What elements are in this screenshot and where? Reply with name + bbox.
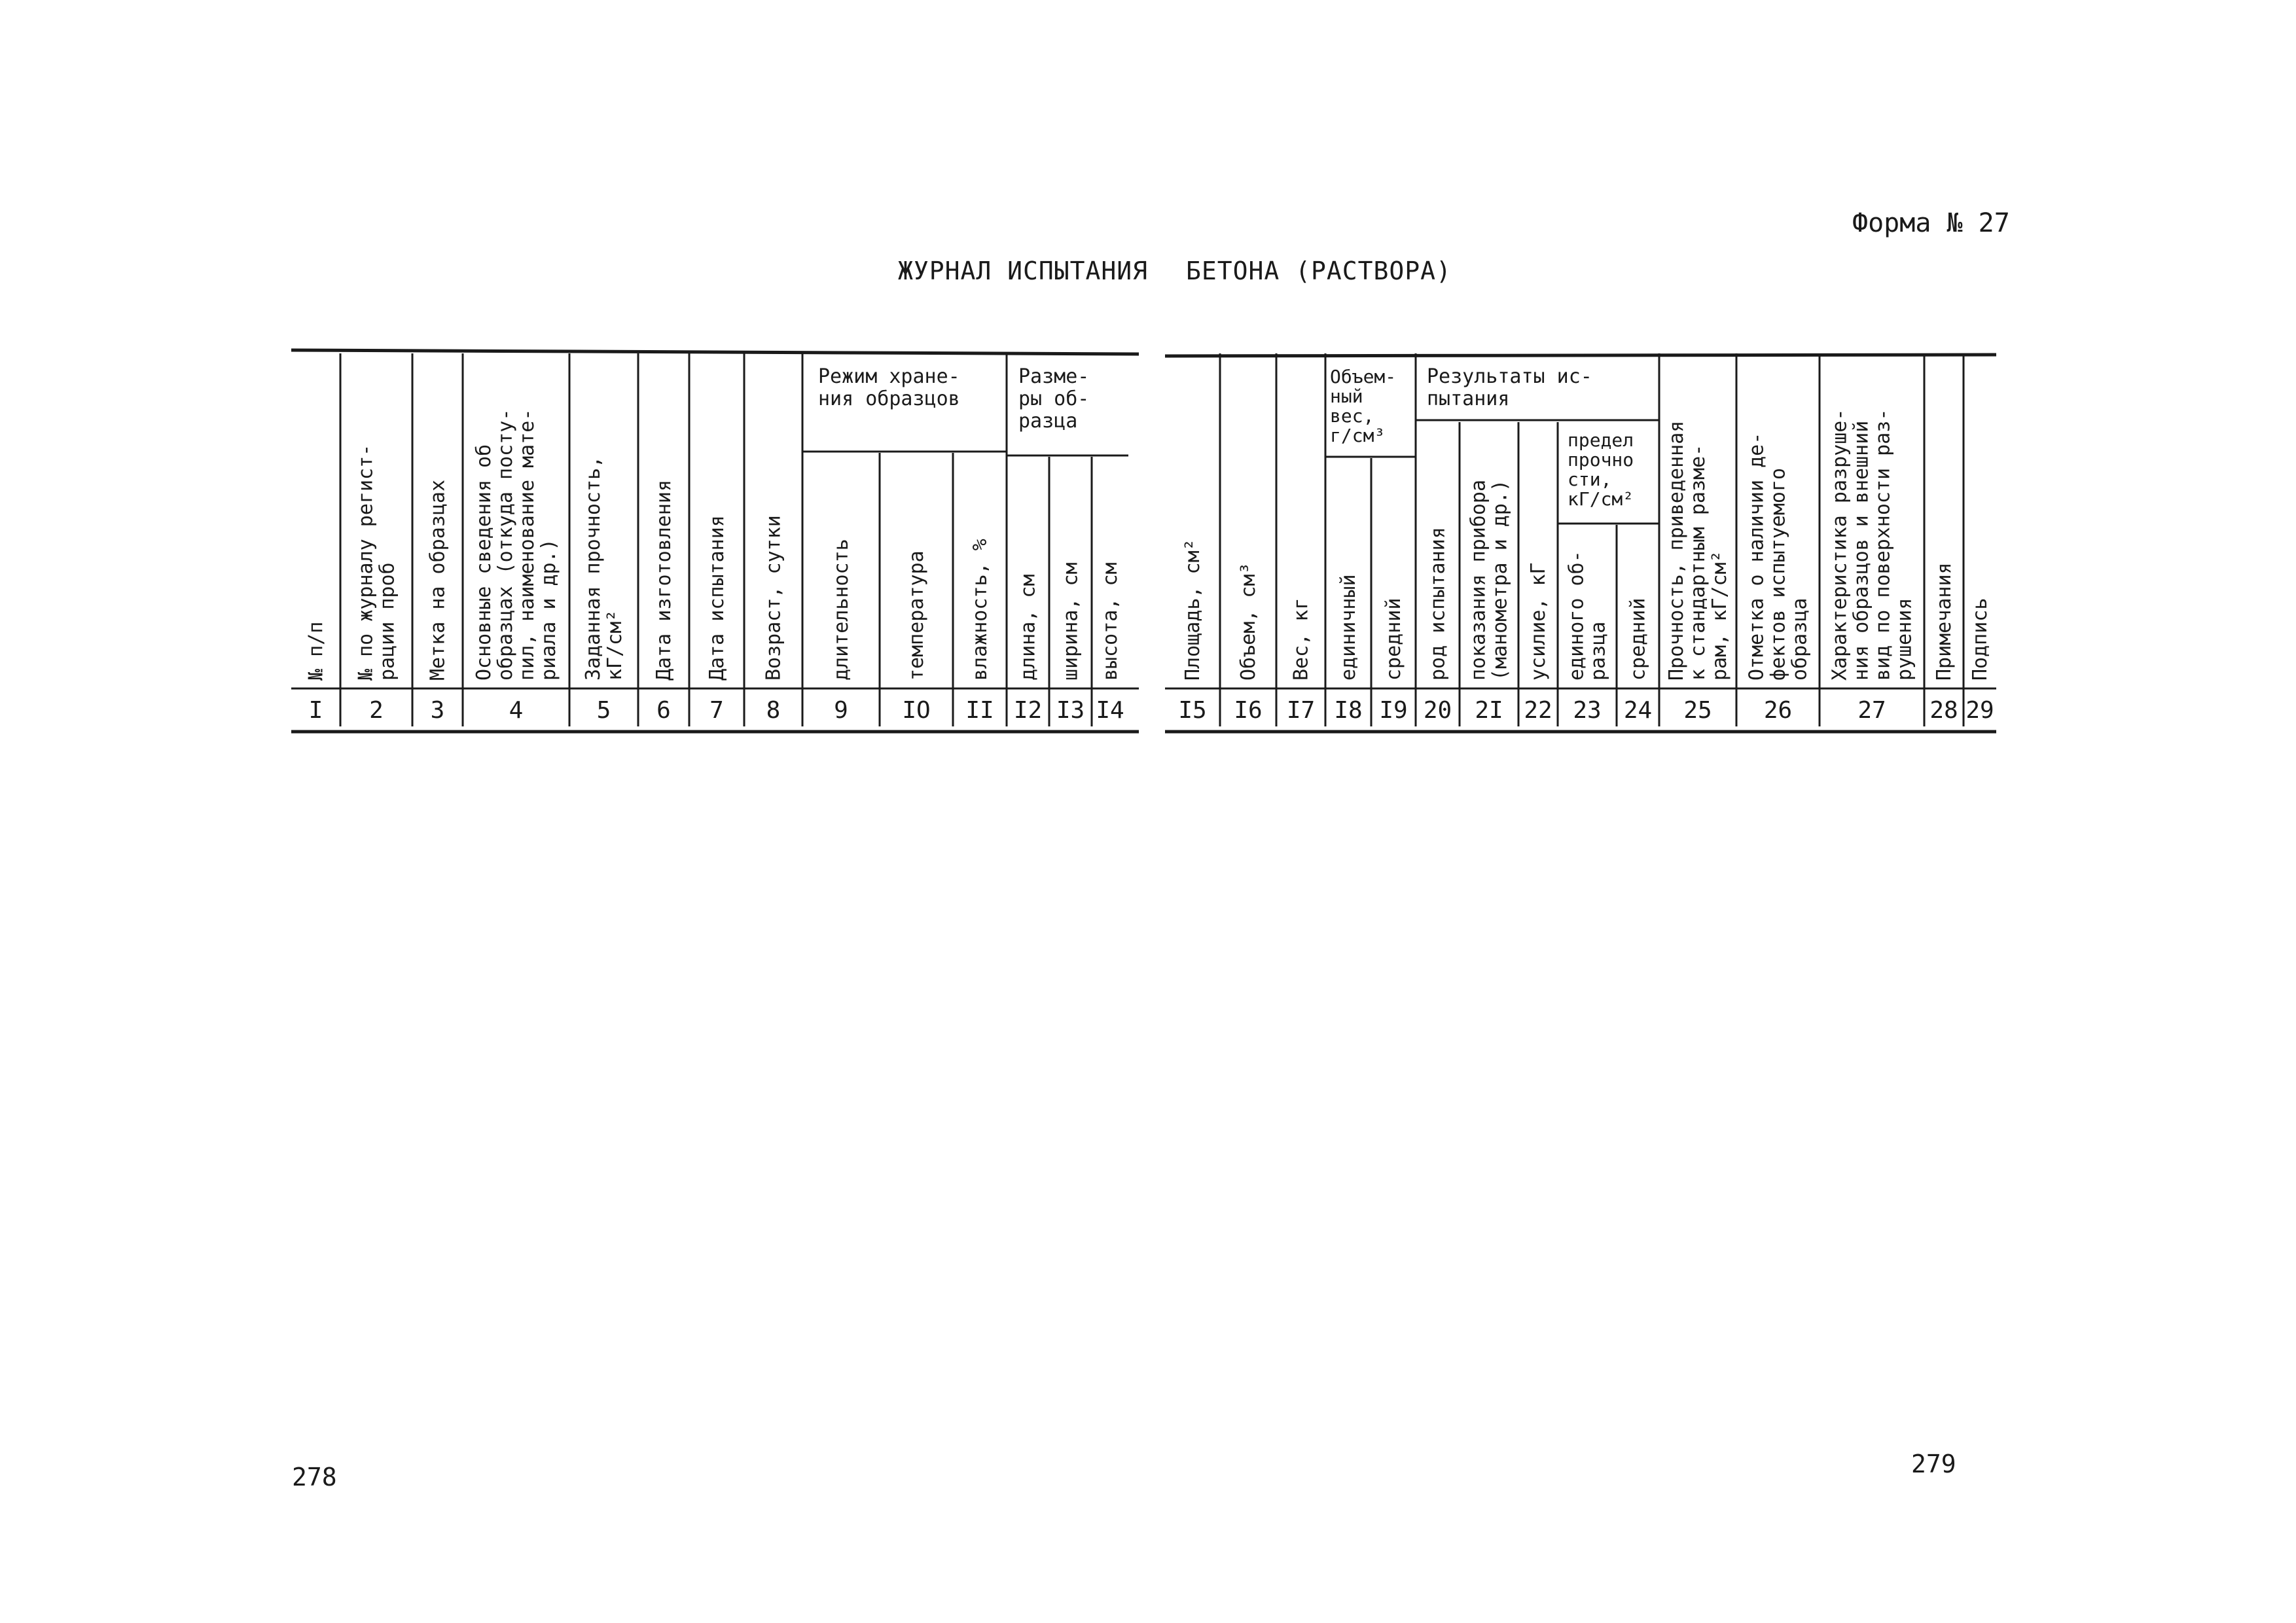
column-header-19: средний	[1382, 597, 1405, 681]
column-number-2: 2	[369, 697, 384, 724]
column-number-29: 29	[1965, 697, 1994, 724]
column-number-20: 20	[1423, 697, 1452, 724]
column-header-27: Характеристика разруше-ния образцов и внешнийвид по поверхности раз-рушения	[1828, 408, 1916, 681]
column-number-14: I4	[1096, 697, 1124, 724]
column-number-11: II	[965, 697, 994, 724]
column-header-12: длина, см	[1016, 574, 1040, 681]
column-header-29: Подпись	[1969, 597, 1992, 681]
column-header-9: длительность	[830, 539, 853, 681]
column-number-17: I7	[1286, 697, 1316, 724]
column-number-15: I5	[1178, 697, 1207, 724]
column-numbers	[309, 697, 1994, 724]
column-header-18: единичный	[1337, 574, 1360, 681]
column-header-10: температура	[905, 550, 928, 681]
group-volume-weight: Объем-ный вес, г/см³	[1330, 366, 1397, 446]
page-number-right: 279	[1911, 1450, 1956, 1478]
group-storage-mode: Режим хране-ния образцов	[818, 365, 960, 410]
column-header-16: Объем, см³	[1237, 562, 1260, 681]
column-number-8: 8	[766, 697, 781, 724]
column-number-27: 27	[1857, 697, 1886, 724]
column-number-16: I6	[1234, 697, 1263, 724]
column-header-25: Прочность, приведеннаяк стандартным разме-рам, кГ/см²	[1665, 420, 1731, 681]
column-header-13: ширина, см	[1059, 562, 1083, 681]
column-header-22: усилие, кГ	[1527, 562, 1550, 681]
column-header-4: Основные сведения обобразцах (откуда посту-пил, наименование мате-риала и др.)	[473, 408, 560, 681]
column-header-21: показания прибора(манометра и др.)	[1467, 479, 1512, 681]
group-sample-sizes: Разме-ры об-разца	[1018, 365, 1090, 433]
column-header-28: Примечания	[1933, 562, 1956, 681]
column-header-7: Дата испытания	[706, 515, 728, 681]
column-number-5: 5	[596, 697, 611, 724]
column-number-7: 7	[709, 697, 724, 724]
column-number-13: I3	[1056, 697, 1085, 724]
column-header-3: Метка на образцах	[426, 479, 450, 681]
column-number-22: 22	[1524, 697, 1552, 724]
column-number-18: I8	[1334, 697, 1363, 724]
column-header-11: влажность, %	[969, 539, 992, 681]
column-number-23: 23	[1573, 697, 1602, 724]
column-header-20: род испытания	[1426, 527, 1450, 681]
column-header-17: Вес, кг	[1289, 597, 1313, 681]
column-header-14: высота, см	[1099, 562, 1122, 681]
column-number-21: 2I	[1475, 697, 1503, 724]
column-header-24: средний	[1626, 597, 1650, 681]
journal-title-subject: БЕТОНА (РАСТВОРА)	[1186, 257, 1452, 285]
group-strength-limit: предел прочно сти, кГ/см²	[1568, 429, 1634, 510]
column-number-4: 4	[509, 697, 524, 724]
column-header-26: Отметка о наличии де-фектов испытуемогообразца	[1745, 432, 1812, 681]
column-header-1: № п/п	[304, 621, 328, 681]
column-header-2: № по журналу регист-рации проб	[354, 444, 399, 681]
column-header-5: Заданная прочность,кГ/см²	[582, 455, 626, 681]
column-number-24: 24	[1623, 697, 1653, 724]
column-number-25: 25	[1683, 697, 1712, 724]
column-header-8: Возраст, сутки	[762, 515, 785, 681]
column-number-19: I9	[1379, 697, 1408, 724]
form-number-label: Форма № 27	[1852, 208, 2010, 238]
column-number-28: 28	[1929, 697, 1958, 724]
column-header-6: Дата изготовления	[653, 479, 675, 681]
column-number-10: IO	[902, 697, 931, 724]
column-header-23: единого об-разца	[1565, 550, 1610, 681]
column-headers	[305, 409, 1992, 681]
column-number-1: I	[308, 697, 323, 724]
column-number-9: 9	[834, 697, 848, 724]
column-header-15: Площадь, см²	[1181, 539, 1204, 681]
journal-title: ЖУРНАЛ ИСПЫТАНИЯ	[898, 257, 1149, 285]
group-test-results: Результаты ис-пытания	[1427, 365, 1592, 410]
column-number-12: I2	[1013, 697, 1043, 724]
page-number-left: 278	[292, 1463, 337, 1491]
column-number-26: 26	[1763, 697, 1793, 724]
column-number-6: 6	[656, 697, 671, 724]
column-number-3: 3	[430, 697, 445, 724]
